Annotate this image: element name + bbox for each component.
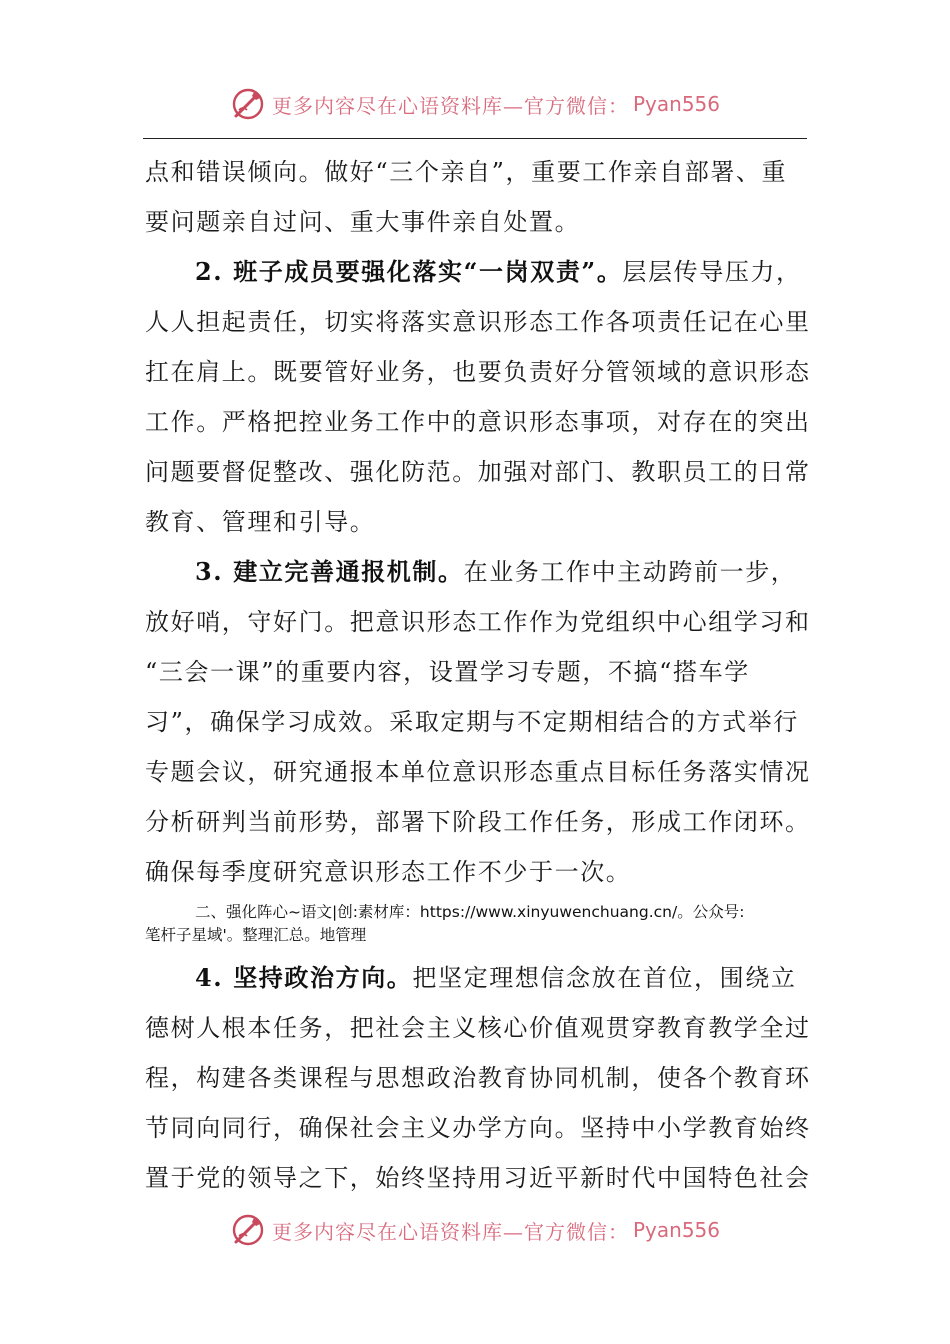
pen-logo-icon — [230, 1212, 266, 1248]
text-line: 置于党的领导之下，始终坚持用习近平新时代中国特色社会 — [145, 1164, 811, 1192]
text-line: 确保每季度研究意识形态工作不少于一次。 — [145, 858, 632, 886]
text-line: 问题要督促整改、强化防范。加强对部门、教职员工的日常 — [145, 458, 811, 486]
text-line: 分析研判当前形势，部署下阶段工作任务，形成工作闭环。 — [145, 808, 811, 836]
text-line: 习”，确保学习成效。采取定期与不定期相结合的方式举行 — [145, 708, 799, 736]
text-line: 点和错误倾向。做好“三个亲自”，重要工作亲自部署、重 — [145, 158, 788, 186]
footer-banner-handle: Pyan556 — [632, 1218, 720, 1242]
paragraph-4-first-line — [145, 953, 809, 1003]
text-span: 把坚定理想信念放在首位，围绕立 — [412, 964, 797, 992]
pen-logo-icon — [230, 86, 266, 122]
paragraph-2-first-line — [145, 247, 809, 297]
text-line: 节同向同行，确保社会主义办学方向。坚持中小学教育始终 — [145, 1114, 811, 1142]
paragraph-heading: 2. 班子成员要强化落实“一岗双责”。 — [195, 257, 623, 286]
document-body — [145, 147, 809, 1203]
text-line: “三会一课”的重要内容，设置学习专题，不搞“搭车学 — [145, 658, 750, 686]
text-line: 德树人根本任务，把社会主义核心价值观贯穿教育教学全过 — [145, 1014, 811, 1042]
text-line: 要问题亲自过问、重大事件亲自处置。 — [145, 208, 581, 236]
header-banner-text: 更多内容尽在心语资料库—官方微信： — [271, 93, 629, 118]
text-line: 人人担起责任，切实将落实意识形态工作各项责任记在心里 — [145, 308, 811, 336]
text-line: 放好哨，守好门。把意识形态工作作为党组织中心组学习和 — [145, 608, 811, 636]
paragraph-heading: 4. 坚持政治方向。 — [195, 963, 413, 992]
header-banner — [0, 82, 950, 126]
paragraph-heading: 3. 建立完善通报机制。 — [195, 557, 464, 586]
footer-banner — [0, 1208, 950, 1252]
text-span: 层层传导压力， — [622, 258, 802, 286]
paragraph-3-first-line — [145, 547, 809, 597]
section-note-line-1: 二、强化阵心~语文|创:素材库：https://www.xinyuwenchuang.cn/。公众号: — [195, 903, 745, 921]
header-divider — [143, 138, 807, 139]
text-line: 专题会议，研究通报本单位意识形态重点目标任务落实情况 — [145, 758, 811, 786]
text-line: 扛在肩上。既要管好业务，也要负责好分管领域的意识形态 — [145, 358, 811, 386]
text-line: 程，构建各类课程与思想政治教育协同机制，使各个教育环 — [145, 1064, 811, 1092]
text-span: 在业务工作中主动跨前一步， — [463, 558, 797, 586]
text-line: 教育、管理和引导。 — [145, 508, 376, 536]
section-note-line-2: 笔杆子星域'。整理汇总。地管理 — [145, 926, 367, 944]
footer-banner-text: 更多内容尽在心语资料库—官方微信： — [271, 1219, 629, 1244]
text-line: 工作。严格把控业务工作中的意识形态事项，对存在的突出 — [145, 408, 811, 436]
header-banner-handle: Pyan556 — [632, 92, 720, 116]
